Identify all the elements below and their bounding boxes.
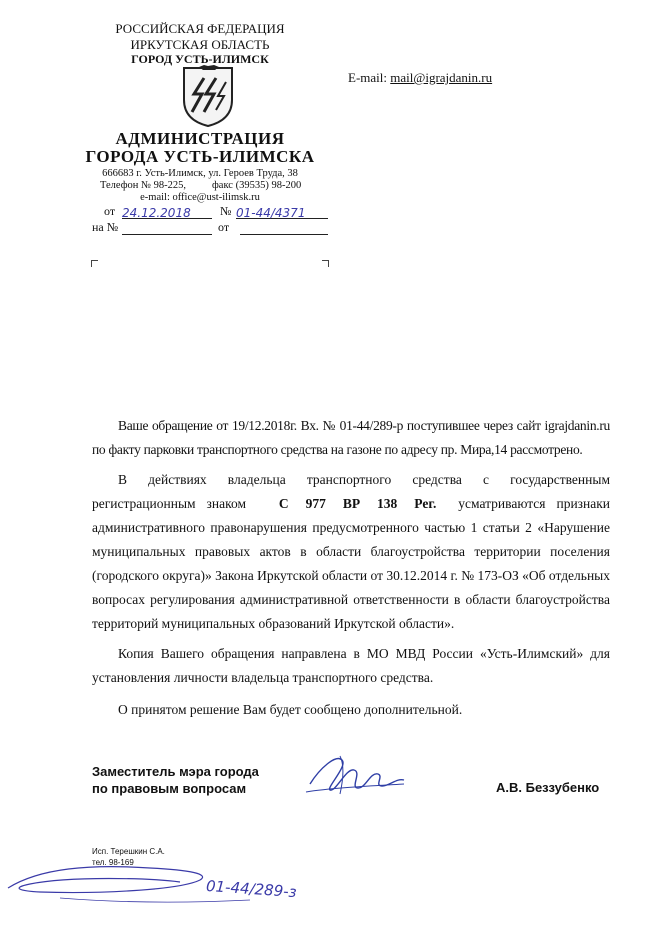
letterhead-region: ИРКУТСКАЯ ОБЛАСТЬ xyxy=(130,37,270,52)
signatory-position-line2: по правовым вопросам xyxy=(92,781,247,796)
address-corner-mark xyxy=(322,260,329,267)
letterhead-city: ГОРОД УСТЬ-ИЛИМСК xyxy=(131,52,269,66)
paragraph-4: О принятом решение Вам будет сообщено дополнительной. xyxy=(118,702,463,717)
paragraph-2 xyxy=(92,468,610,636)
reg-date-handwritten: 24.12.2018 xyxy=(122,206,191,220)
paragraph-3: Копия Вашего обращения направлена в МО МВД России «Усть-Илимский» для установления личности владельца транспортного средства. xyxy=(92,646,610,685)
paragraph-1: Ваше обращение от 19/12.2018г. Вх. № 01-44/289-р поступившее через сайт igrajdanin.ru по факту парковки транспортного средства на газоне по адресу пр. Мира,14 рассмотрено. xyxy=(92,418,610,457)
address-corner-mark xyxy=(91,260,98,267)
reg-ref-label: на № xyxy=(92,220,119,234)
reg-number-line xyxy=(236,204,328,219)
admin-title-line1: АДМИНИСТРАЦИЯ xyxy=(115,129,285,148)
reg-ref-from-label: от xyxy=(218,220,230,234)
recipient-email xyxy=(348,70,492,86)
recipient-email-link[interactable]: mail@igrajdanin.ru xyxy=(390,70,493,85)
executor-phone: тел. 98-169 xyxy=(92,858,134,867)
reg-from-label: от xyxy=(104,204,116,218)
signature-icon xyxy=(300,748,410,800)
handwritten-reference: 01-44/289-з xyxy=(205,876,298,902)
admin-fax: факс (39535) 98-200 xyxy=(212,180,302,191)
admin-email: e-mail: office@ust-ilimsk.ru xyxy=(140,192,260,203)
signatory-name: А.В. Беззубенко xyxy=(496,780,600,795)
coat-of-arms-icon xyxy=(178,64,238,128)
paragraph-2-start: В действиях владельца транспортного средства с государственным регистрационным знаком xyxy=(92,472,610,511)
reg-number-label: № xyxy=(220,204,232,218)
executor-name: Исп. Терешкин С.А. xyxy=(92,847,165,856)
signatory-position xyxy=(92,763,259,797)
paragraph-2-rest: усматриваются признаки административного правонарушения предусмотренного частью 1 статьи 2 «Нарушение муниципальных правовых актов в области благоустройства территории поселения (городского округа)» Закона Иркутской области от 30.12.2014 г. № 173-ОЗ «Об отдельных вопросах регулирования административной ответственности в области благоустройства территорий муниципальных образований Иркутской области». xyxy=(92,496,611,631)
license-plate: С 977 ВР 138 Рег. xyxy=(278,496,437,511)
letter-body xyxy=(92,414,610,722)
admin-address: 666683 г. Усть-Илимск, ул. Героев Труда, 38 xyxy=(102,168,298,179)
admin-title-line2: ГОРОДА УСТЬ-ИЛИМСКА xyxy=(85,147,315,166)
reg-date-line xyxy=(122,204,212,219)
reg-ref-date-line xyxy=(240,220,328,235)
reg-number-handwritten: 01-44/4371 xyxy=(236,206,306,220)
signatory-position-line1: Заместитель мэра города xyxy=(92,764,259,779)
admin-phone: Телефон № 98-225, xyxy=(100,180,187,191)
letterhead-country: РОССИЙСКАЯ ФЕДЕРАЦИЯ xyxy=(115,21,285,36)
reg-ref-line xyxy=(122,220,212,235)
recipient-email-label: E-mail: xyxy=(348,70,387,85)
